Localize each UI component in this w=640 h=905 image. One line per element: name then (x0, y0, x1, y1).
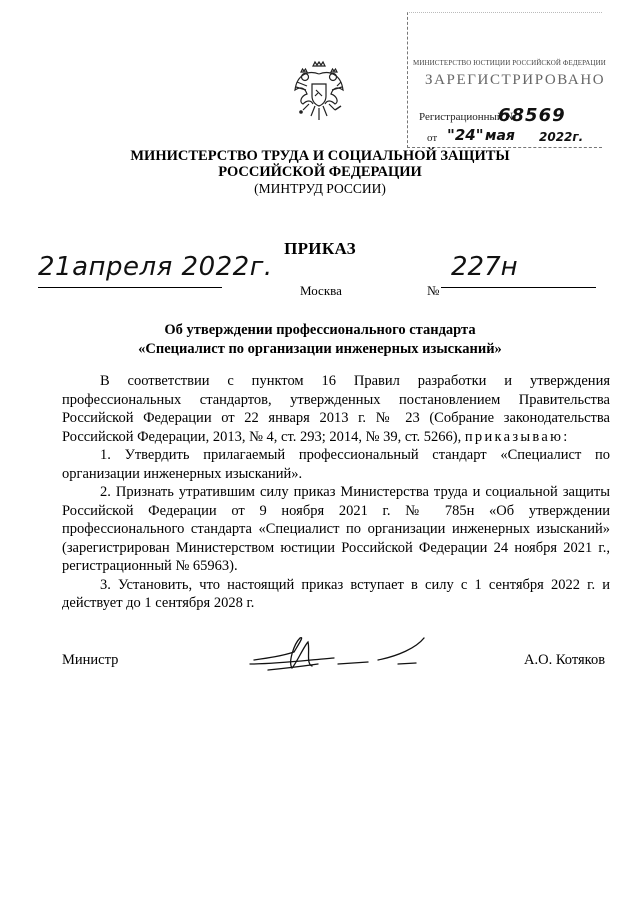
number-sign: № (427, 283, 440, 298)
handwritten-date: 21апреля 2022г. (38, 252, 273, 282)
stamp-ministry: МИНИСТЕРСТВО ЮСТИЦИИ РОССИЙСКОЙ ФЕДЕРАЦИИ (413, 59, 606, 67)
stamp-date-year: 2022г. (539, 130, 584, 144)
stamp-date-month: мая (485, 128, 515, 144)
preamble-paragraph (62, 372, 610, 446)
handwritten-number: 227н (451, 252, 518, 282)
stamp-status: ЗАРЕГИСТРИРОВАНО (425, 72, 606, 88)
signer-name: А.О. Котяков (524, 652, 606, 668)
stamp-date-prefix: от (427, 132, 438, 144)
signature-image (248, 630, 438, 674)
order-keyword: приказываю: (464, 428, 570, 445)
document-type-title: ПРИКАЗ (284, 239, 356, 258)
ministry-short-name: (МИНТРУД РОССИИ) (254, 181, 386, 196)
number-underline (441, 287, 596, 288)
date-underline (38, 287, 222, 288)
city-label: Москва (300, 283, 342, 298)
subject-line2: «Специалист по организации инженерных изысканий» (138, 341, 502, 357)
signer-position: Министр (62, 652, 119, 668)
order-item-1: 1. Утвердить прилагаемый профессиональный стандарт «Специалист по организации инженерных изысканий». (62, 447, 610, 482)
ministry-name-line2: РОССИЙСКОЙ ФЕДЕРАЦИИ (218, 164, 422, 180)
ministry-name-line1: МИНИСТЕРСТВО ТРУДА И СОЦИАЛЬНОЙ ЗАЩИТЫ (130, 148, 510, 164)
stamp-reg-number: 68569 (498, 105, 566, 126)
order-item-2: 2. Признать утратившим силу приказ Министерства труда и социальной защиты Российской Федерации от 9 ноября 2021 г. № 785н «Об утверждении профессионального стандарта «Специалист по организации инженерных изысканий» (зарегистрирован Министерством юстиции Российской Федерации 24 ноября 2021 г., регистрационный № 65963). (62, 484, 610, 574)
stamp-reg-label: Регистрационный № (419, 111, 517, 123)
registration-stamp (407, 12, 606, 148)
coat-of-arms-icon (291, 60, 347, 124)
order-body (62, 372, 610, 613)
stamp-date-day: "24" (447, 126, 484, 144)
order-item-3: 3. Установить, что настоящий приказ вступает в силу с 1 сентября 2022 г. и действует до 1 сентября 2028 г. (62, 576, 610, 611)
preamble-text: В соответствии с пунктом 16 Правил разработки и утверждения профессиональных стандартов, утвержденных постановлением Правительства Российской Федерации от 22 января 2013 г. № 23 (Собрание законодательства Российской Федерации, 2013, № 4, ст. 293; 2014, № 39, ст. 5266), (62, 373, 610, 445)
subject-line1: Об утверждении профессионального стандарта (164, 322, 476, 338)
